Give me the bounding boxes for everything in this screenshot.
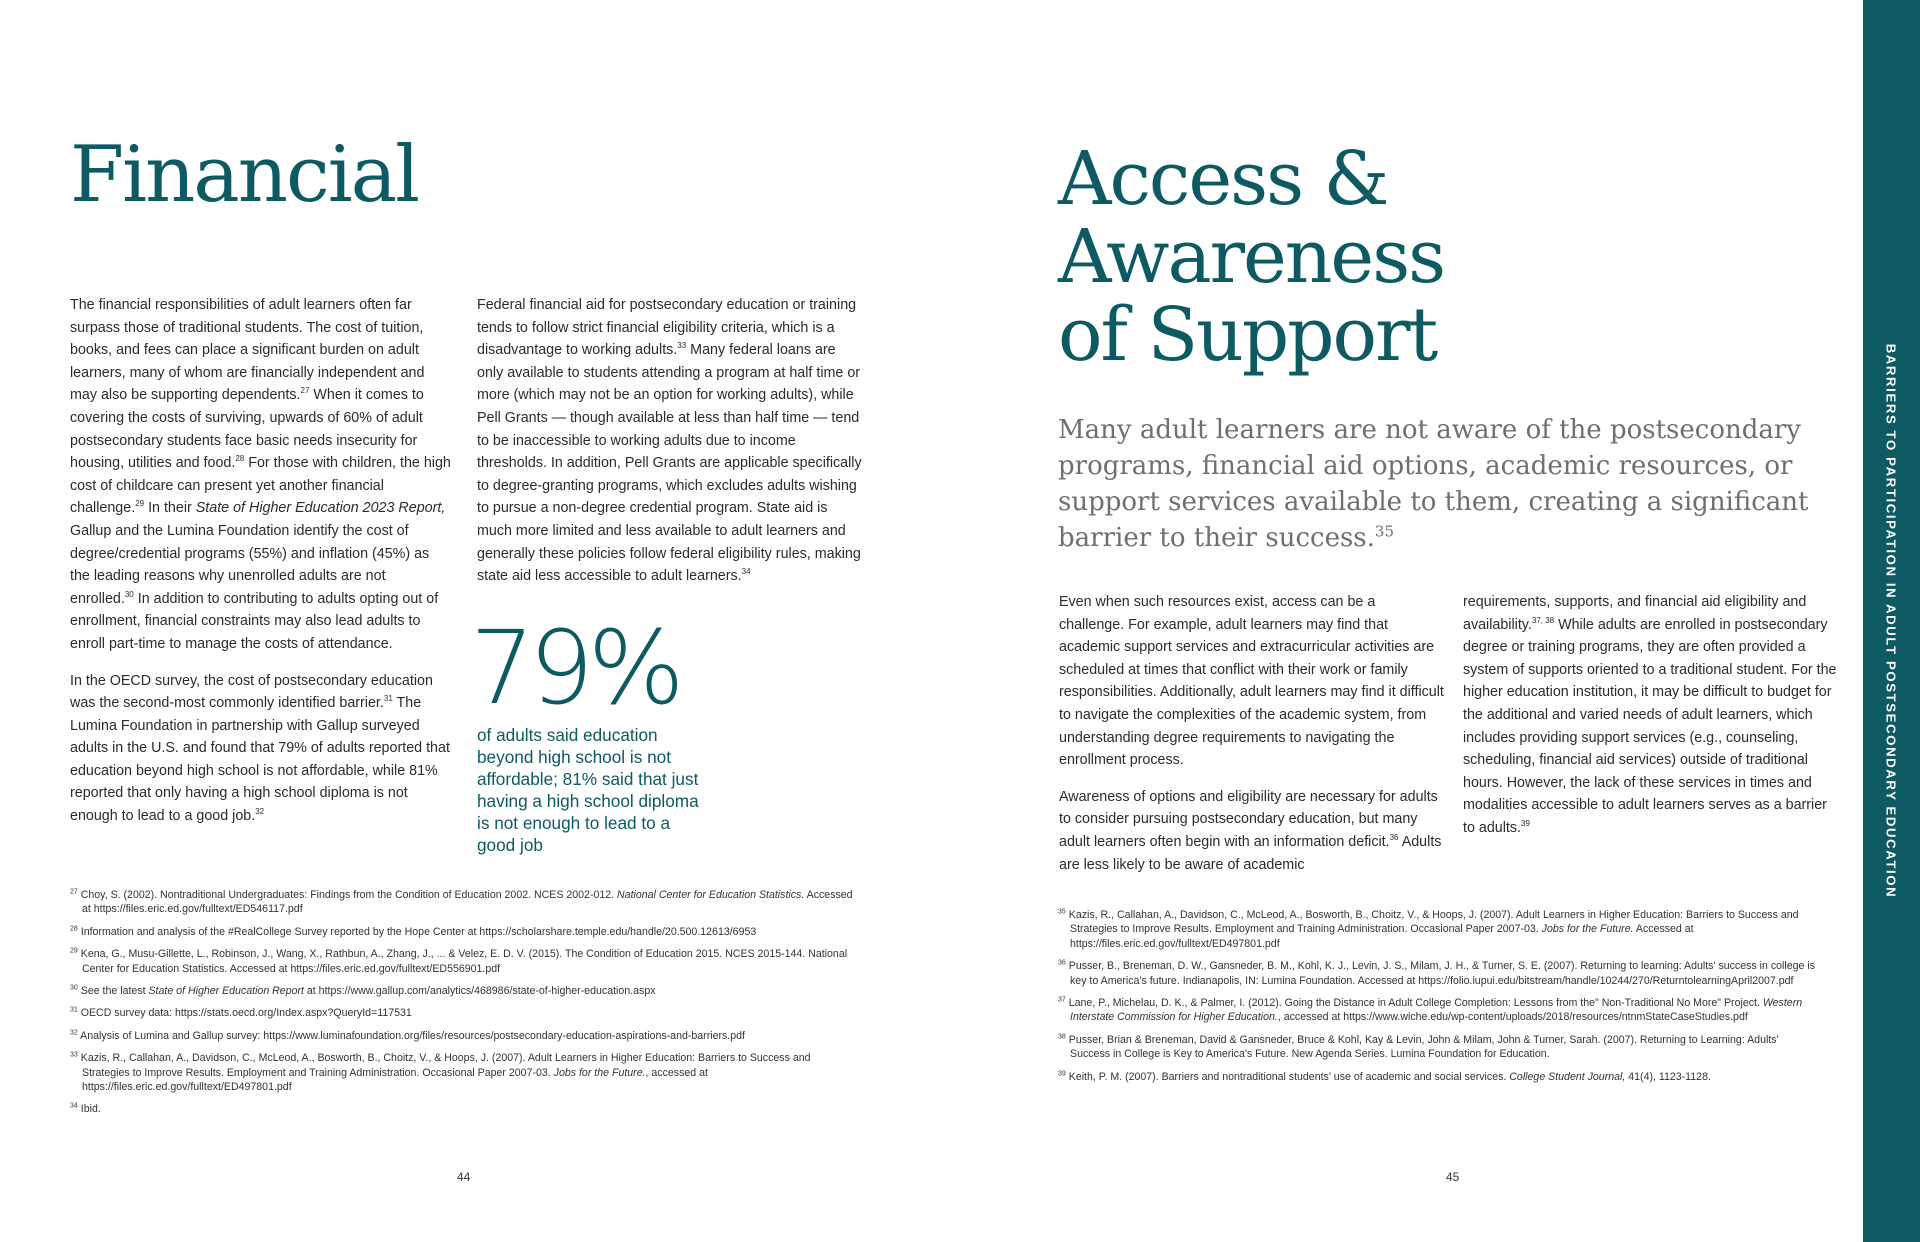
footnote-ref: 31 (383, 694, 393, 704)
section-side-label: BARRIERS TO PARTICIPATION IN ADULT POSTSECONDARY EDUCATION (1883, 343, 1899, 899)
footnote: $^{28}$ Information and analysis of the #RealCollege Survey reported by the Hope Center at https://scholarshare.temple.edu/handle/20.500.12613/6953 (70, 925, 757, 938)
footnote: $^{38}$ Pusser, Brian & Breneman, David & Gansneder, Bruce & Kohl, Kay & Levin, John & Milam, John & Turner, Sarah. (2007). Returning to Learning: Adults' Success in College is Key to America's Future. New Agenda Series. Lumina Foundation for Education. (1058, 1033, 1779, 1061)
footnote-ref: 30 (124, 589, 134, 599)
footnote: $^{32}$ Analysis of Lumina and Gallup survey: https://www.luminafoundation.org/files/resources/postsecondary-education-aspirations-and-barriers.pdf (70, 1029, 745, 1042)
footnote-ref: 39 (1521, 819, 1530, 829)
footnote: $^{29}$ Kena, G., Musu-Gillette, L., Robinson, J., Wang, X., Rathbun, A., Zhang, J., ... & Velez, E. D. V. (2015). The Condition of Education 2015. NCES 2015-144. National Center for Education Statistics. Accessed at https://files.eric.ed.gov/fulltext/ED556901.pdf (70, 947, 848, 975)
paragraph: requirements, supports, and financial aid eligibility and availability.$^{37, 38}$ While adults are enrolled in postsecondary degree or training programs, they are often provided a system of supports oriented to a traditional student. For the higher education institution, it may be difficult to budget for the additional and varied needs of adult learners, which includes providing support services (e.g., counseling, scheduling, financial aid services) outside of traditional hours. However, the lack of these services in times and modalities accessible to adult learners serves as a barrier to adults.$^{39}$ (1463, 594, 1837, 836)
footnotes-left (70, 888, 860, 1125)
page-number-right: 45 (1446, 1170, 1460, 1184)
footnote: $^{39}$ Keith, P. M. (2007). Barriers and nontraditional students' use of academic and social services. College Student Journal, 41(4), 1123-1128. (1058, 1070, 1711, 1083)
paragraph: Awareness of options and eligibility are necessary for adults to consider pursuing postsecondary education, but many adult learners often begin with an information deficit.$^{36}$ Adults are less likely to be aware of academic (1059, 788, 1442, 873)
stat-callout-caption: of adults said education beyond high school is not affordable; 81% said that just having a high school diploma is not enough to lead to a good job (477, 725, 699, 855)
footnote: $^{34}$ Ibid. (70, 1102, 101, 1116)
footnote: $^{31}$ OECD survey data: https://stats.oecd.org/Index.aspx?QueryId=117531 (70, 1006, 412, 1020)
page-title-access-awareness: Access & Awareness of Support (1058, 136, 1445, 378)
footnote: $^{35}$ Kazis, R., Callahan, A., Davidson, C., McLeod, A., Bosworth, B., Choitz, V., & Hoops, J. (2007). Adult Learners in Higher Education: Barriers to Success and Strategies to Improve Results. Employment and Training Administration. Occasional Paper 2007-03. Jobs for the Future. Accessed at https://files.eric.ed.gov/fulltext/ED497801.pdf (1058, 908, 1799, 950)
footnote-ref: 34 (741, 567, 751, 577)
footnote-ref: 27 (300, 386, 310, 396)
footnote: $^{30}$ See the latest State of Higher Education Report at https://www.gallup.com/analytics/468986/state-of-higher-education.aspx (70, 984, 656, 998)
footnote-ref: 37, 38 (1531, 615, 1555, 625)
paragraph: Federal financial aid for postsecondary education or training tends to follow strict financial eligibility criteria, which is a disadvantage to working adults.$^{33}$ Many federal loans are only available to students attending a program at half time or more (which may not be an option for working adults), while Pell Grants — though available at less than half time — tend to be inaccessible to working adults due to income thresholds. In addition, Pell Grants are applicable specifically to degree-granting programs, which excludes adults wishing to pursue a non-degree credential program. State aid is much more limited and less available to adult learners and generally these policies follow federal eligibility rules, making state aid less accessible to adult learners.$^{34}$ (477, 297, 862, 585)
body-column-right-1 (1059, 591, 1444, 876)
body-column-left-1 (70, 294, 453, 828)
paragraph: The financial responsibilities of adult learners often far surpass those of traditional students. The cost of tuition, books, and fees can place a significant burden on adult learners, many of whom are financially independent and may also be supporting dependents.$^{27}$ When it comes to covering the costs of surviving, upwards of 60% of adult postsecondary students face basic needs insecurity for housing, utilities and food.$^{28}$ For those with children, the high cost of childcare can present yet another financial challenge.$^{29}$ In their State of Higher Education 2023 Report, Gallup and the Lumina Foundation identify the cost of degree/credential programs (55%) and inflation (45%) as the leading reasons why unenrolled adults are not enrolled.$^{30}$ In addition to contributing to adults opting out of enrollment, financial constraints may also lead adults to enroll part-time to manage the costs of attendance. (70, 297, 451, 652)
paragraph: In the OECD survey, the cost of postsecondary education was the second-most commonly identified barrier.$^{31}$ The Lumina Foundation in partnership with Gallup surveyed adults in the U.S. and found that 79% of adults reported that education beyond high school is not affordable, while 81% reported that only having a high school diploma is not enough to lead to a good job.$^{32}$ (70, 672, 450, 825)
footnote: $^{33}$ Kazis, R., Callahan, A., Davidson, C., McLeod, A., Bosworth, B., Choitz, V., & Hoops, J. (2007). Adult Learners in Higher Education: Barriers to Success and Strategies to Improve Results. Employment and Training Administration. Occasional Paper 2007-03. Jobs for the Future., accessed at https://files.eric.ed.gov/fulltext/ED497801.pdf (70, 1051, 811, 1094)
footnote-ref: 36 (1389, 833, 1399, 843)
body-column-left-2 (477, 294, 862, 588)
footnote-ref: 29 (135, 499, 145, 509)
footnote: $^{27}$ Choy, S. (2002). Nontraditional Undergraduates: Findings from the Condition of Education 2002. NCES 2002-012. National Center for Education Statistics. Accessed at https://files.eric.ed.gov/fulltext/ED546117.pdf (70, 888, 853, 916)
footnote-ref: 28 (235, 454, 245, 464)
footnote: $^{37}$ Lane, P., Michelau, D. K., & Palmer, I. (2012). Going the Distance in Adult College Completion: Lessons from the" Non-Traditional No More" Project. Western Interstate Commission for Higher Education., accessed at https://www.wiche.edu/wp-content/uploads/2018/resources/ntnmStateCaseStudies.pdf (1058, 996, 1803, 1024)
intro-subtitle: Many adult learners are not aware of the postsecondary programs, financial aid options, academic resources, or support services available to them, creating a significant barrier to their success.$^{35}$ (1058, 415, 1809, 553)
body-column-right-2 (1463, 591, 1838, 840)
stat-callout-value: 79% (470, 609, 679, 728)
page-number-left: 44 (457, 1170, 471, 1184)
footnote-ref: 33 (677, 341, 687, 351)
page-title-financial: Financial (70, 130, 419, 220)
section-side-band (1863, 0, 1920, 1242)
footnote: $^{36}$ Pusser, B., Breneman, D. W., Gansneder, B. M., Kohl, K. J., Levin, J. S., Milam, J. H., & Turner, S. E. (2007). Returning to learning: Adults' success in college is key to America's future. Indianapolis, IN: Lumina Foundation. Accessed at https://folio.iupui.edu/bitstream/handle/10244/270/ReturntolearningApril2007.pdf (1058, 959, 1816, 987)
footnote-ref: 32 (255, 807, 265, 817)
footnote-ref: 35 (1374, 522, 1394, 541)
footnotes-right (1058, 908, 1818, 1092)
paragraph: Even when such resources exist, access can be a challenge. For example, adult learners may find that academic support services and extracurricular activities are scheduled at times that conflict with their work or family responsibilities. Additionally, adult learners may find it difficult to navigate the complexities of the academic system, from understanding degree requirements to navigating the enrollment process. (1059, 594, 1444, 769)
